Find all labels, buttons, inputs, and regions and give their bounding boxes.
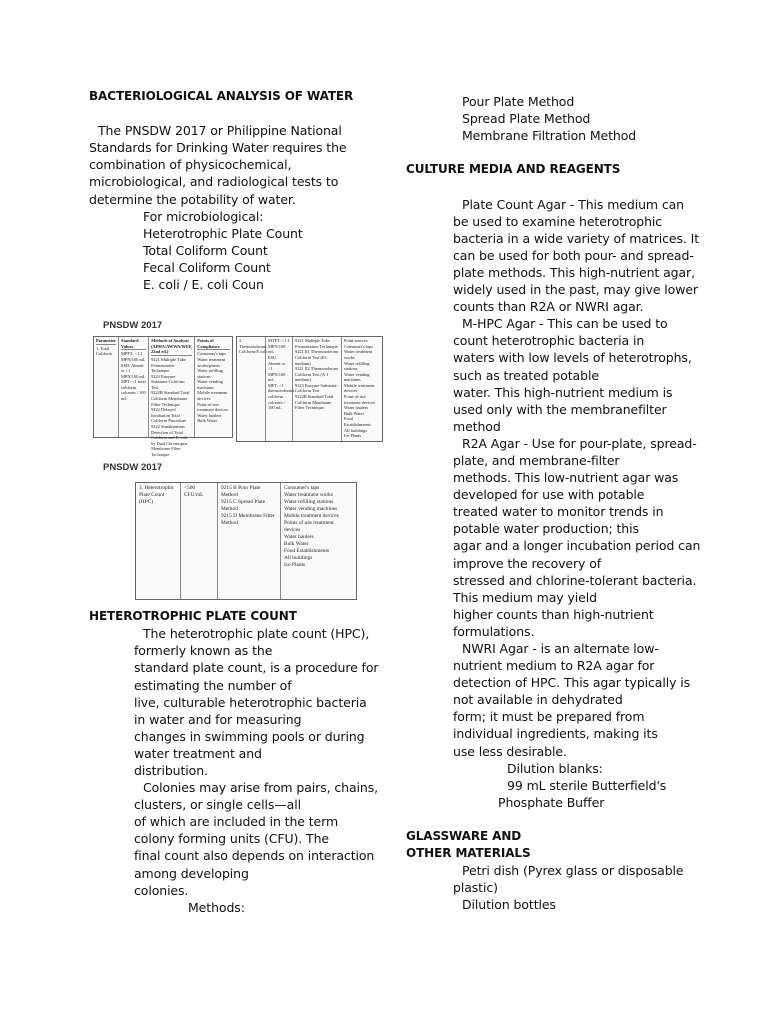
table-col: Consumer's taps Water treatment works Water refilling stations Water vending machines Mobile treatment devices Points of use treatment devices Water haulers Bulk Water Food Establishments All buildings Ice Plants	[284, 485, 339, 569]
method-item: Pour Plate Method	[462, 94, 575, 109]
micro-item: Heterotrophic Plate Count	[143, 225, 303, 241]
media-line: can be used for both pour- and spread-	[453, 247, 694, 263]
media-line: stressed and chlorine-tolerant bacteria.	[453, 572, 697, 588]
hpc-line: final count also depends on interaction	[134, 848, 375, 864]
hpc-line: The heterotrophic plate count (HPC),	[143, 626, 370, 642]
intro-line: combination of physicochemical,	[89, 157, 292, 173]
coliform-table	[93, 336, 233, 457]
hpc-line: live, culturable heterotrophic bacteria	[134, 694, 367, 710]
media-line: be used to examine heterotrophic	[453, 213, 663, 229]
table-col: Point sources Consumer's taps Water treatment works Water refilling stations Water vending machines Mobile treatment devices Point-of-use treatment devices Water haulers Bulk Water Food Establishments All buildings Ice Plants	[344, 338, 375, 439]
table-col: 9215 B Pour Plate Method 9215 C Spread Plate Method 9215 D Membrane Filter Method	[218, 483, 281, 599]
hpc-table	[135, 482, 357, 600]
media-line: not available in dehydrated	[453, 692, 623, 708]
hpc-line: Colonies may arise from pairs, chains,	[143, 780, 378, 796]
hpc-line: colony forming units (CFU). The	[134, 831, 330, 847]
hpc-line: changes in swimming pools or during	[134, 728, 365, 744]
media-line: counts than R2A or NWRI agar.	[453, 299, 644, 315]
dilution-item: 99 mL sterile Butterfield's	[507, 777, 667, 793]
intro-line: microbiological, and radiological tests to	[89, 174, 339, 190]
section-heading: GLASSWARE AND	[406, 829, 522, 844]
media-line: detection of HPC. This agar typically is	[453, 675, 691, 691]
left-column	[89, 88, 379, 916]
media-line: such as treated potable	[453, 367, 599, 383]
hpc-line: distribution.	[134, 762, 208, 778]
media-line: improve the recovery of	[453, 555, 602, 571]
section-heading: OTHER MATERIALS	[406, 846, 531, 861]
micro-heading: For microbiological:	[143, 208, 264, 224]
dilution-label: Dilution blanks:	[507, 760, 603, 776]
media-line: This medium may yield	[453, 589, 597, 605]
media-line: use less desirable.	[453, 743, 567, 759]
micro-item: E. coli / E. coli Coun	[143, 277, 264, 293]
method-item: Spread Plate Method	[462, 111, 591, 127]
table-col: MTFT: <1.1 MPN/100 mL ESU: Absent or <1 MPN/100 mL MFT: <1 thermotolerant coliform colonies / 100 mL	[266, 337, 293, 441]
thermotolerant-table	[236, 336, 383, 442]
table-col: Methods of Analysis (APHA/AWWA/WEF, 22nd ed.) 9221 Multiple Tube Fermentation Technique 9223 Enzyme Substrate Coliform Test 9222B Standard Total Coliform Membrane Filter Technique 9222 Delayed Incubation Total Coliform Procedure 9222 Simultaneous Detection of Total Coliform and E. coli by Dual Chromogen Membrane Filter Technique	[149, 337, 195, 437]
intro-line: Standards for Drinking Water requires the	[89, 140, 347, 156]
micro-item: Total Coliform Count	[143, 242, 268, 258]
glass-item: plastic)	[453, 880, 498, 896]
media-line: M-HPC Agar - This can be used to	[462, 316, 668, 332]
media-line: bacteria in a wide variety of matrices. It	[453, 230, 700, 246]
media-line: NWRI Agar - is an alternate low-	[462, 641, 659, 656]
media-line: individual ingredients, making its	[453, 726, 658, 742]
pnsdw-table-figure-1	[89, 310, 385, 457]
figure-title: PNSDW 2017	[103, 462, 163, 474]
intro-line: The PNSDW 2017 or Philippine National	[98, 123, 342, 139]
intro-line: determine the potability of water.	[89, 191, 296, 207]
media-line: water. This high-nutrient medium is	[453, 384, 673, 400]
media-line: method	[453, 418, 501, 434]
media-line: higher counts than high-nutrient	[453, 606, 654, 622]
media-line: nutrient medium to R2A agar for	[453, 658, 655, 674]
hpc-line: formerly known as the	[134, 643, 273, 659]
media-line: plate methods. This high-nutrient agar,	[453, 264, 695, 280]
media-line: R2A Agar - Use for pour-plate, spread-	[462, 435, 697, 451]
hpc-line: clusters, or single cells—all	[134, 797, 301, 813]
table-col: Standard Values MPFT: <1.1 MPN/100 mL SSD: Absent or <1 MPN/100 mL MFT: <1 total coliform colonies / 100 mL	[119, 337, 149, 437]
media-line: form; it must be prepared from	[453, 709, 645, 725]
hpc-line: colonies.	[134, 882, 189, 898]
micro-item: Fecal Coliform Count	[143, 259, 271, 275]
media-line: Plate Count Agar - This medium can	[462, 196, 684, 212]
hpc-line: water treatment and	[134, 745, 262, 761]
methods-label: Methods:	[188, 899, 245, 915]
method-item: Membrane Filtration Method	[462, 128, 637, 144]
section-heading: BACTERIOLOGICAL ANALYSIS OF WATER	[89, 89, 354, 103]
hpc-line: in water and for measuring	[134, 711, 302, 727]
hpc-line: among developing	[134, 865, 249, 881]
media-line: waters with low levels of heterotrophs,	[453, 350, 692, 366]
media-line: developed for use with potable	[453, 487, 645, 503]
figure-title: PNSDW 2017	[103, 320, 163, 332]
pnsdw-table-figure-2	[89, 458, 385, 608]
section-heading: HETEROTROPHIC PLATE COUNT	[89, 609, 297, 624]
media-line: methods. This low-nutrient agar was	[453, 470, 679, 486]
table-col: Points of Compliance Consumer's taps Water treatment works/plants Water refilling stations Water vending machines Mobile treatment devices Point-of-use treatment devices Water haulers Bulk Water	[197, 338, 229, 424]
glass-item: Petri dish (Pyrex glass or disposable	[462, 863, 684, 879]
media-line: agar and a longer incubation period can	[453, 538, 701, 554]
media-line: widely used in the past, may give lower	[453, 282, 698, 298]
hpc-line: standard plate count, is a procedure for	[134, 660, 379, 676]
section-heading: CULTURE MEDIA AND REAGENTS	[406, 162, 621, 177]
table-col: Parameter 1. Total Coliform	[94, 337, 119, 437]
media-line: potable water production; this	[453, 521, 639, 537]
glass-item: Dilution bottles	[462, 897, 556, 913]
media-line: treated water to monitor trends in	[453, 504, 664, 520]
hpc-line: estimating the number of	[134, 677, 292, 693]
table-col: 3. Heterotrophic Plate Count (HPC)	[136, 483, 181, 599]
media-line: count heterotrophic bacteria in	[453, 333, 645, 349]
table-col: <500 CFU/mL	[181, 483, 218, 599]
table-col: 9221 Multiple Tube Fermentation Technique 9221 E1 Thermotolerant Coliform Test (EC medium) 9221 E2 Thermotolerant Coliform Test (A-1 medium) 9223 Enzyme Substrate Coliform Test 9222B Standard Total Coliform Membrane Filter Technique	[293, 337, 342, 441]
hpc-line: of which are included in the term	[134, 814, 339, 830]
media-line: plate, and membrane-filter	[453, 452, 620, 468]
dilution-item: Phosphate Buffer	[498, 794, 605, 810]
media-line: formulations.	[453, 623, 535, 639]
right-column	[406, 93, 701, 914]
media-line: used only with the membranefilter	[453, 401, 667, 417]
table-col: 2. Thermotolerant Coliform/E.coli	[237, 337, 266, 441]
